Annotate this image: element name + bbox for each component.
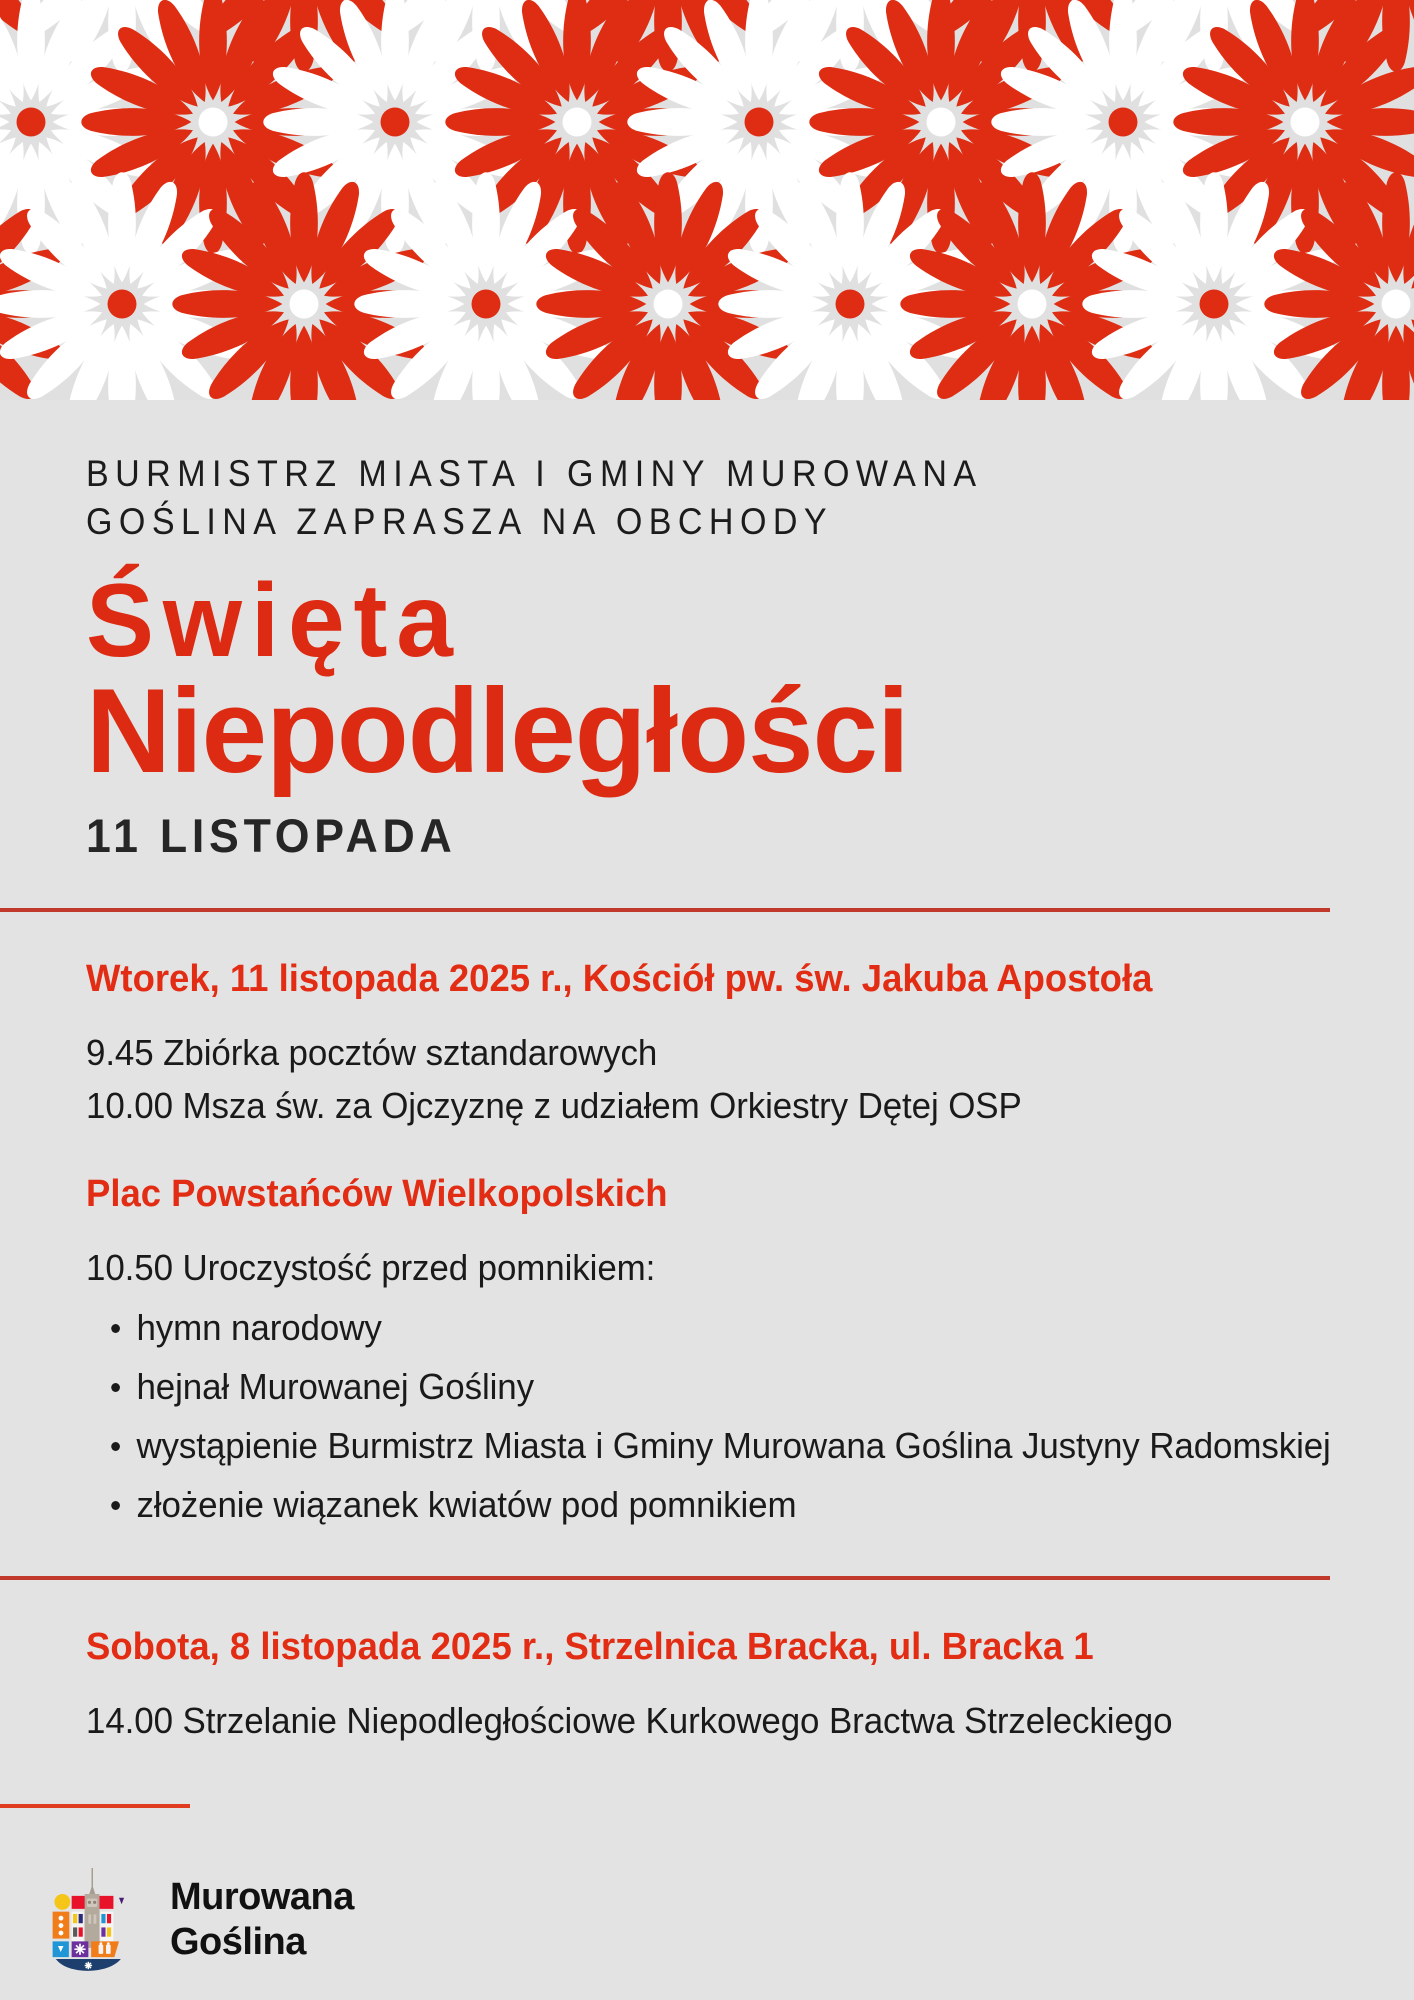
- page-title: [86, 563, 1414, 798]
- section-heading: Plac Powstańców Wielkopolskich: [86, 1173, 668, 1216]
- section-line: 9.45 Zbiórka pocztów sztandarowych: [86, 1032, 658, 1074]
- list-item: wystąpienie Burmistrz Miasta i Gminy Murowana Goślina Justyny Radomskiej: [86, 1420, 1335, 1471]
- floral-pattern-banner: [0, 0, 1414, 400]
- divider-rule-footer: [0, 1804, 190, 1808]
- divider-rule-middle: [0, 1576, 1330, 1580]
- divider-rule-top: [0, 908, 1330, 912]
- section-line: 10.00 Msza św. za Ojczyznę z udziałem Orkiestry Dętej OSP: [86, 1085, 1022, 1127]
- list-item: hejnał Murowanej Gośliny: [86, 1361, 1335, 1412]
- brand-line-1: Murowana: [170, 1876, 354, 1919]
- section-square: [86, 1173, 1414, 1530]
- section-heading: Wtorek, 11 listopada 2025 r., Kościół pw. św. Jakuba Apostoła: [86, 958, 1153, 1001]
- section-line: 10.50 Uroczystość przed pomnikiem:: [86, 1247, 656, 1289]
- murowana-goslina-crest-icon: [46, 1868, 140, 1972]
- brand-wordmark: [170, 1875, 354, 1965]
- section-heading: Sobota, 8 listopada 2025 r., Strzelnica Bracka, ul. Bracka 1: [86, 1626, 1094, 1669]
- footer-branding: [46, 1868, 1414, 1972]
- ceremony-bullet-list: [86, 1302, 1374, 1530]
- brand-line-2: Goślina: [170, 1921, 306, 1964]
- section-church: [86, 958, 1414, 1131]
- list-item: złożenie wiązanek kwiatów pod pomnikiem: [86, 1479, 1335, 1530]
- title-line-1: Święta: [86, 563, 462, 680]
- date-label: 11 LISTOPADA: [86, 809, 457, 863]
- section-line: 14.00 Strzelanie Niepodległościowe Kurkowego Bractwa Strzeleckiego: [86, 1700, 1173, 1742]
- poster-content: [0, 450, 1414, 1972]
- kicker-text: BURMISTRZ MIASTA I GMINY MUROWANA GOŚLINA ZAPRASZA NA OBCHODY: [86, 453, 981, 543]
- title-line-2: Niepodległości: [86, 663, 909, 798]
- list-item: hymn narodowy: [86, 1302, 1335, 1353]
- section-shooting-range: [86, 1626, 1414, 1746]
